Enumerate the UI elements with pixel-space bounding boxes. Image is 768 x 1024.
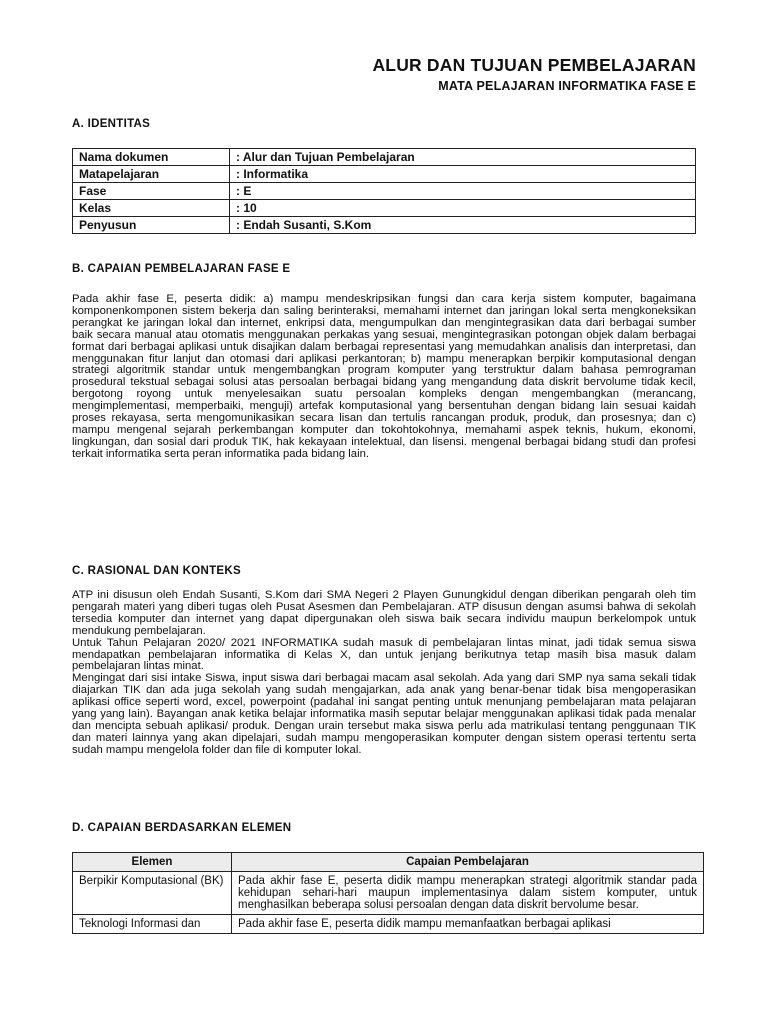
table-row: [73, 217, 696, 234]
table-row: [73, 872, 704, 915]
table-row: [73, 915, 704, 934]
identitas-value: : Endah Susanti, S.Kom: [230, 217, 696, 234]
column-header-capaian: Capaian Pembelajaran: [232, 853, 704, 872]
rasional-paragraph-3: Mengingat dari sisi intake Siswa, input siswa dari berbagai macam asal sekolah. Ada yang dari SMP nya sama sekali tidak diajarkan TIK dan ada juga sekolah yang sudah mengajarkan, ada anak yang benar-benar tidak bisa mengoperasikan aplikasi office seperti word, excel, powerpoint (padahal ini sangat penting untuk menunjang pembelajaran mata pelajaran yang yang lain). Bayangan anak ketika belajar informatika masih seputar belajar menggunakan aplikasi tidak pada menalar dan mencipta sebuah aplikasi/ produk. Dengan urain tersebut maka siswa perlu ada matrikulasi tentang penggunaan TIK dan materi lainnya yang akan dipelajari, sudah mampu mengoperasikan komputer dengan sistem operasi tertentu serta sudah mampu mengelola folder dan file di komputer lokal.: [72, 672, 696, 756]
section-heading-elemen: D. CAPAIAN BERDASARKAN ELEMEN: [72, 822, 292, 834]
elemen-cell: Teknologi Informasi dan: [73, 915, 232, 934]
identitas-label: Kelas: [73, 200, 230, 217]
rasional-paragraphs: [72, 590, 696, 757]
table-row: [73, 183, 696, 200]
section-heading-rasional: C. RASIONAL DAN KONTEKS: [72, 565, 241, 577]
column-header-elemen: Elemen: [73, 853, 232, 872]
identitas-label: Matapelajaran: [73, 166, 230, 183]
identitas-table: [72, 148, 696, 234]
table-row: [73, 200, 696, 217]
table-row: [73, 149, 696, 166]
identitas-label: Fase: [73, 183, 230, 200]
elemen-table: [72, 852, 704, 934]
table-header-row: [73, 853, 704, 872]
section-heading-capaian: B. CAPAIAN PEMBELAJARAN FASE E: [72, 263, 291, 275]
identitas-label: Penyusun: [73, 217, 230, 234]
capaian-cell: Pada akhir fase E, peserta didik mampu menerapkan strategi algoritmik standar pada kehidupan sehari-hari maupun implementasinya dalam sistem komputer, untuk menghasilkan beberapa solusi persoalan dengan data diskrit bervolume besar.: [232, 872, 704, 915]
document-subtitle: MATA PELAJARAN INFORMATIKA FASE E: [438, 79, 696, 93]
identitas-label: Nama dokumen: [73, 149, 230, 166]
identitas-value: : 10: [230, 200, 696, 217]
capaian-text: Pada akhir fase E, peserta didik: a) mampu mendeskripsikan fungsi dan cara kerja sistem komputer, bagaimana komponenkomponen sistem bekerja dan saling berinteraksi, memahami internet dan jaringan lokal serta mengkoneksikan perangkat ke jaringan lokal dan internet, enkripsi data, mengumpulkan dan mengintegrasikan data dari berbagai sumber baik secara manual atau otomatis menggunakan perkakas yang sesuai, mengintegrasikan potongan objek dalam berbagai format dari berbagai aplikasi untuk disajikan dalam berbagai representasi yang memudahkan analisis dan interpretasi, dan menggunakan fitur lanjut dan otomasi dari aplikasi perkantoran; b) mampu menerapkan berpikir komputasional dengan strategi algoritmik standar untuk mengembangkan program komputer yang terstruktur dalam bahasa pemrograman prosedural tekstual sebagai solusi atas persoalan berbagai bidang yang mengandung data diskrit bervolume tidak kecil, bergotong royong untuk menyelesaikan suatu persoalan kompleks dengan mengembangkan (merancang, mengimplementasi, memperbaiki, menguji) artefak komputasional yang bersentuhan dengan bidang lain sesuai kaidah proses rekayasa, serta mengomunikasikan secara lisan dan tertulis rancangan produk, produk, dan prosesnya; dan c) mampu mengenal sejarah perkembangan komputer dan tokohtokohnya, memahami aspek teknis, hukum, ekonomi, lingkungan, dan sosial dari produk TIK, hak kekayaan intelektual, dan lisensi. mengenal berbagai bidang studi dan profesi terkait informatika serta peran informatika pada bidang lain.: [72, 293, 696, 460]
identitas-value: : E: [230, 183, 696, 200]
table-row: [73, 166, 696, 183]
capaian-cell: Pada akhir fase E, peserta didik mampu memanfaatkan berbagai aplikasi: [232, 915, 704, 934]
identitas-value: : Alur dan Tujuan Pembelajaran: [230, 149, 696, 166]
rasional-paragraph-2: Untuk Tahun Pelajaran 2020/ 2021 INFORMATIKA sudah masuk di pembelajaran lintas minat, jadi tidak semua siswa mendapatkan pembelajaran informatika di Kelas X, dan untuk jenjang berikutnya tetap masih bisa masuk dalam pembelajaran lintas minat.: [72, 636, 696, 673]
rasional-paragraph-1: ATP ini disusun oleh Endah Susanti, S.Kom dari SMA Negeri 2 Playen Gunungkidul dengan diberikan pengarah oleh tim pengarah materi yang diberi tugas oleh Pusat Asesmen dan Pembelajaran. ATP disusun dengan asumsi bahwa di sekolah tersedia komputer dan internet yang dapat dipergunakan oleh siswa baik secara individu maupun berkelompok untuk mendukung pembelajaran.: [72, 589, 696, 637]
capaian-paragraph: [72, 294, 696, 461]
document-title: ALUR DAN TUJUAN PEMBELAJARAN: [372, 55, 696, 75]
identitas-value: : Informatika: [230, 166, 696, 183]
elemen-cell: Berpikir Komputasional (BK): [73, 872, 232, 915]
section-heading-identitas: A. IDENTITAS: [72, 118, 151, 130]
